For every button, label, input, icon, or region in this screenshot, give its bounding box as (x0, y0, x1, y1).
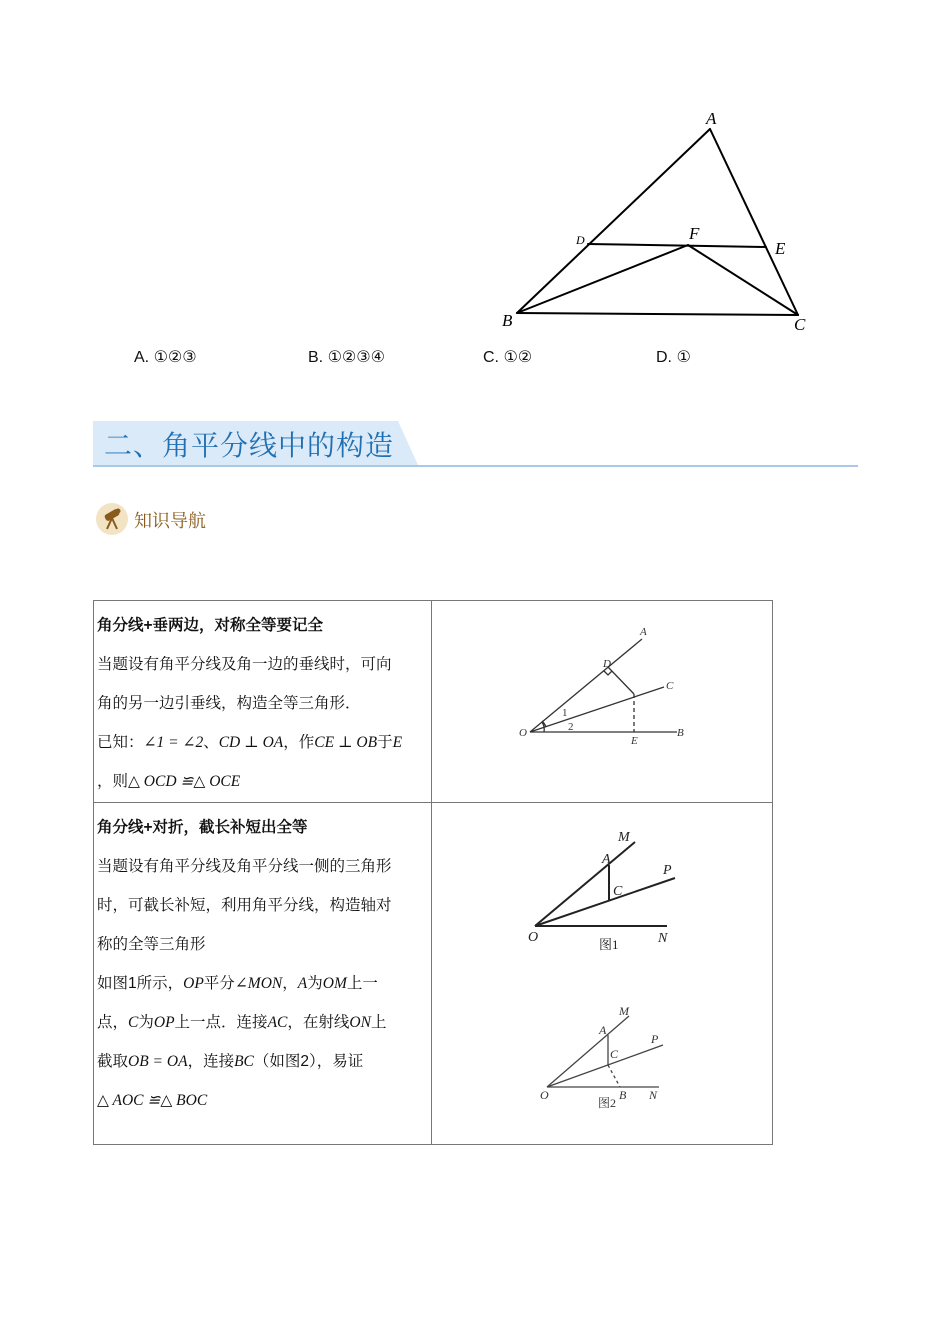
row2-line5: 点，C为OP上一点．连接AC，在射线ON上 (97, 1014, 387, 1031)
fig1-label-a: A (640, 626, 647, 638)
fig2a-label-m: M (618, 830, 630, 845)
row1-line1: 当题设有角平分线及角一边的垂线时，可向 (97, 656, 392, 673)
row2-figure-cell (432, 803, 773, 1145)
fig2b-label-a: A (599, 1023, 607, 1037)
option-b-text: ①②③④ (327, 349, 385, 366)
row1-conclusion: ，则△ OCD ≌△ OCE (97, 773, 241, 790)
fig1-angle-2: 2 (568, 721, 574, 733)
label-f: F (689, 224, 700, 243)
row1-text-cell (94, 601, 432, 803)
option-c[interactable] (483, 347, 532, 367)
option-b[interactable] (308, 347, 385, 367)
angle-bisector-perpendicular-figure (432, 601, 772, 797)
label-a: A (706, 109, 717, 128)
nav-label: 知识导航 (134, 511, 206, 531)
fig2b-label-p: P (651, 1032, 659, 1046)
fig2a-caption: 图1 (599, 937, 619, 952)
option-b-letter: B. (308, 349, 324, 366)
row2-line3: 称的全等三角形 (97, 936, 206, 953)
table-row (94, 803, 773, 1145)
row1-known: 已知：∠1 = ∠2、CD ⊥ OA，作CE ⊥ OB于E (97, 734, 403, 751)
option-c-letter: C. (483, 349, 499, 366)
option-c-text: ①② (503, 349, 533, 366)
fig2b-caption: 图2 (598, 1096, 617, 1110)
fig1-label-c: C (666, 680, 674, 692)
row1-figure-cell (432, 601, 773, 803)
fig2b-label-c: C (610, 1047, 619, 1061)
option-d[interactable] (656, 347, 691, 367)
triangle-figure (490, 105, 820, 340)
fig2a-label-p: P (663, 863, 672, 878)
label-e: E (775, 239, 786, 258)
option-a-text: ①②③ (153, 349, 197, 366)
fig2b-label-o: O (540, 1088, 549, 1102)
row2-text-cell (94, 803, 432, 1145)
row2-line2: 时，可截长补短，利用角平分线，构造轴对 (97, 897, 392, 914)
row2-conclusion: △ AOC ≌△ BOC (97, 1092, 208, 1109)
option-d-letter: D. (656, 349, 672, 366)
fig2a-label-o: O (528, 930, 539, 945)
row2-line6: 截取OB = OA，连接BC（如图2），易证 (97, 1053, 364, 1070)
fig1-label-b: B (677, 727, 684, 739)
label-d: D (576, 233, 585, 247)
fig2a-label-n: N (658, 931, 668, 946)
option-a-letter: A. (134, 349, 150, 366)
fig2b-label-b: B (619, 1088, 627, 1102)
fig1-label-d: D (603, 658, 611, 670)
section-title: 二、角平分线中的构造 (104, 430, 395, 461)
fig1-label-o: O (519, 727, 527, 739)
option-a[interactable] (134, 347, 197, 367)
knowledge-table (93, 600, 773, 1145)
row1-line2: 角的另一边引垂线，构造全等三角形． (97, 695, 361, 712)
fig2b-label-n: N (649, 1088, 658, 1102)
fig1-angle-1: 1 (562, 707, 568, 719)
fig2b-label-m: M (619, 1004, 629, 1018)
label-b: B (502, 311, 513, 330)
row2-line4: 如图1所示，OP平分∠MON，A为OM上一 (97, 975, 378, 992)
table-row (94, 601, 773, 803)
row2-line1: 当题设有角平分线及角平分线一侧的三角形 (97, 858, 392, 875)
option-d-text: ① (676, 349, 691, 366)
label-c: C (794, 315, 806, 334)
fig1-label-e: E (631, 735, 638, 747)
fig2a-label-c: C (613, 884, 623, 899)
fig2a-label-a: A (602, 852, 611, 867)
row2-heading: 角分线+对折，截长补短出全等 (97, 819, 308, 836)
telescope-icon (95, 502, 129, 536)
row1-heading: 角分线+垂两边，对称全等要记全 (97, 617, 324, 634)
angle-bisector-fold-figures (432, 803, 772, 1139)
